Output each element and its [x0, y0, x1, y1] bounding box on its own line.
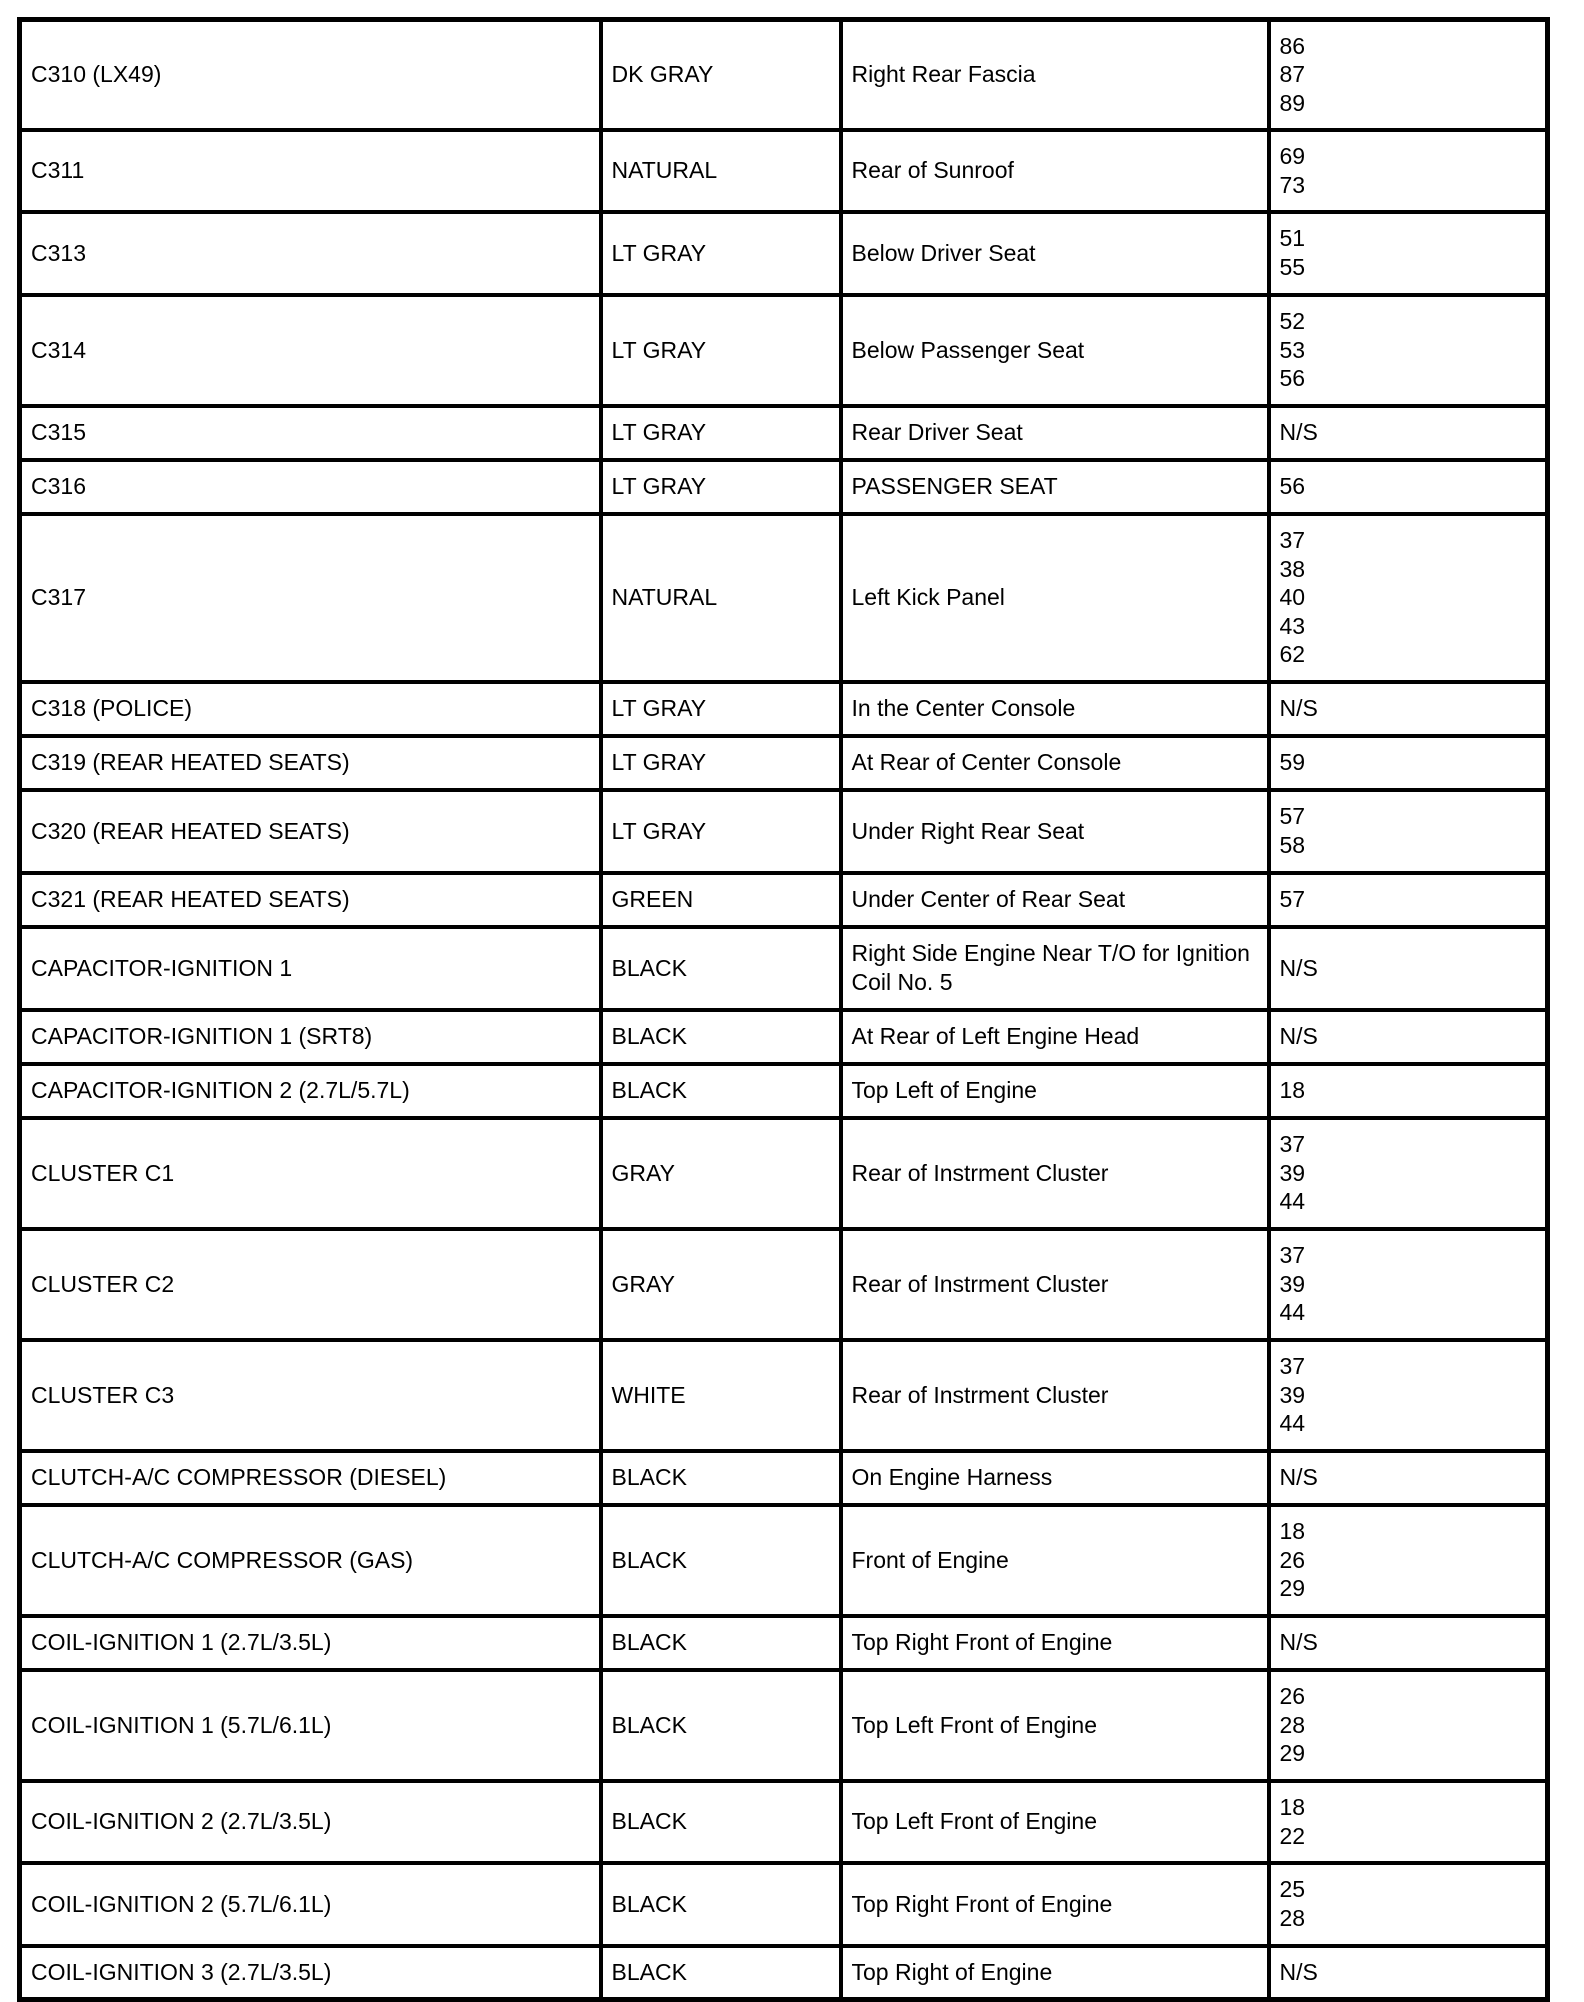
table-row [20, 1010, 1548, 1064]
page-numbers-cell: N/S [1269, 406, 1548, 460]
connector-cell: C311 [20, 130, 601, 212]
connector-color-cell: LT GRAY [601, 682, 841, 736]
connector-color-cell: BLACK [601, 1616, 841, 1670]
table-row [20, 1118, 1548, 1229]
connector-color-cell: BLACK [601, 1781, 841, 1863]
connector-cell: C315 [20, 406, 601, 460]
connector-cell: C321 (REAR HEATED SEATS) [20, 873, 601, 927]
table-row [20, 460, 1548, 514]
page-numbers-cell: 52 53 56 [1269, 295, 1548, 406]
page-numbers-cell: N/S [1269, 1946, 1548, 2000]
page-numbers-cell: 69 73 [1269, 130, 1548, 212]
page-numbers-cell: N/S [1269, 1010, 1548, 1064]
page-numbers-cell: N/S [1269, 682, 1548, 736]
connector-cell: COIL-IGNITION 2 (2.7L/3.5L) [20, 1781, 601, 1863]
connector-color-cell: LT GRAY [601, 460, 841, 514]
table-row [20, 1670, 1548, 1781]
table-row [20, 927, 1548, 1010]
connector-color-cell: NATURAL [601, 130, 841, 212]
connector-color-cell: BLACK [601, 1010, 841, 1064]
page-numbers-cell: N/S [1269, 1616, 1548, 1670]
page-numbers-cell: N/S [1269, 1451, 1548, 1505]
connector-color-cell: BLACK [601, 1863, 841, 1946]
location-cell: Top Left Front of Engine [841, 1781, 1269, 1863]
page-numbers-cell: 37 38 40 43 62 [1269, 514, 1548, 682]
connector-cell: COIL-IGNITION 2 (5.7L/6.1L) [20, 1863, 601, 1946]
connector-cell: CAPACITOR-IGNITION 2 (2.7L/5.7L) [20, 1064, 601, 1118]
connector-color-cell: DK GRAY [601, 20, 841, 130]
connector-cell: COIL-IGNITION 1 (5.7L/6.1L) [20, 1670, 601, 1781]
location-cell: At Rear of Left Engine Head [841, 1010, 1269, 1064]
location-cell: Front of Engine [841, 1505, 1269, 1616]
connector-color-cell: BLACK [601, 1946, 841, 2000]
table-row [20, 514, 1548, 682]
page-numbers-cell: 86 87 89 [1269, 20, 1548, 130]
location-cell: Rear Driver Seat [841, 406, 1269, 460]
connector-cell: COIL-IGNITION 3 (2.7L/3.5L) [20, 1946, 601, 2000]
page-numbers-cell: 18 22 [1269, 1781, 1548, 1863]
connector-cell: CAPACITOR-IGNITION 1 [20, 927, 601, 1010]
table-row [20, 736, 1548, 790]
page-numbers-cell: 37 39 44 [1269, 1229, 1548, 1340]
connector-color-cell: BLACK [601, 1505, 841, 1616]
table-row [20, 873, 1548, 927]
location-cell: Top Right Front of Engine [841, 1863, 1269, 1946]
table-row [20, 1229, 1548, 1340]
table-row [20, 1946, 1548, 2000]
location-cell: In the Center Console [841, 682, 1269, 736]
connector-color-cell: NATURAL [601, 514, 841, 682]
location-cell: Left Kick Panel [841, 514, 1269, 682]
table-row [20, 130, 1548, 212]
connector-cell: C310 (LX49) [20, 20, 601, 130]
location-cell: Under Center of Rear Seat [841, 873, 1269, 927]
page-numbers-cell: 18 26 29 [1269, 1505, 1548, 1616]
page-numbers-cell: 26 28 29 [1269, 1670, 1548, 1781]
table-row [20, 406, 1548, 460]
page-numbers-cell: 57 58 [1269, 790, 1548, 873]
location-cell: Rear of Instrment Cluster [841, 1118, 1269, 1229]
connector-cell: CLUSTER C1 [20, 1118, 601, 1229]
table-row [20, 20, 1548, 130]
table-row [20, 1616, 1548, 1670]
page-numbers-cell: 37 39 44 [1269, 1340, 1548, 1451]
page-numbers-cell: 37 39 44 [1269, 1118, 1548, 1229]
connector-color-cell: LT GRAY [601, 212, 841, 295]
connector-cell: CLUSTER C3 [20, 1340, 601, 1451]
location-cell: Top Right of Engine [841, 1946, 1269, 2000]
connector-cell: CLUSTER C2 [20, 1229, 601, 1340]
connector-cell: CLUTCH-A/C COMPRESSOR (GAS) [20, 1505, 601, 1616]
location-cell: Rear of Instrment Cluster [841, 1229, 1269, 1340]
location-cell: Right Side Engine Near T/O for Ignition Coil No. 5 [841, 927, 1269, 1010]
location-cell: Below Passenger Seat [841, 295, 1269, 406]
connector-cell: C316 [20, 460, 601, 514]
location-cell: Top Left Front of Engine [841, 1670, 1269, 1781]
connector-cell: C319 (REAR HEATED SEATS) [20, 736, 601, 790]
page-numbers-cell: 56 [1269, 460, 1548, 514]
table-row [20, 790, 1548, 873]
table-row [20, 1451, 1548, 1505]
connector-color-cell: BLACK [601, 927, 841, 1010]
page-numbers-cell: 51 55 [1269, 212, 1548, 295]
table-row [20, 295, 1548, 406]
location-cell: Top Right Front of Engine [841, 1616, 1269, 1670]
table-row [20, 1505, 1548, 1616]
location-cell: Below Driver Seat [841, 212, 1269, 295]
location-cell: PASSENGER SEAT [841, 460, 1269, 514]
table-row [20, 1781, 1548, 1863]
connector-color-cell: GRAY [601, 1118, 841, 1229]
connector-color-cell: BLACK [601, 1451, 841, 1505]
connector-cell: CLUTCH-A/C COMPRESSOR (DIESEL) [20, 1451, 601, 1505]
connector-cell: C314 [20, 295, 601, 406]
connector-location-table [17, 17, 1550, 2002]
connector-color-cell: BLACK [601, 1670, 841, 1781]
connector-color-cell: LT GRAY [601, 736, 841, 790]
table-body [20, 20, 1548, 2000]
connector-cell: C317 [20, 514, 601, 682]
connector-color-cell: GREEN [601, 873, 841, 927]
connector-cell: C313 [20, 212, 601, 295]
table-row [20, 1340, 1548, 1451]
location-cell: Top Left of Engine [841, 1064, 1269, 1118]
connector-color-cell: LT GRAY [601, 295, 841, 406]
connector-color-cell: LT GRAY [601, 790, 841, 873]
location-cell: Rear of Sunroof [841, 130, 1269, 212]
page-numbers-cell: 25 28 [1269, 1863, 1548, 1946]
connector-cell: C318 (POLICE) [20, 682, 601, 736]
location-cell: Right Rear Fascia [841, 20, 1269, 130]
table-row [20, 1863, 1548, 1946]
table-row [20, 212, 1548, 295]
connector-cell: C320 (REAR HEATED SEATS) [20, 790, 601, 873]
page-numbers-cell: 18 [1269, 1064, 1548, 1118]
connector-cell: COIL-IGNITION 1 (2.7L/3.5L) [20, 1616, 601, 1670]
connector-cell: CAPACITOR-IGNITION 1 (SRT8) [20, 1010, 601, 1064]
page-numbers-cell: 57 [1269, 873, 1548, 927]
connector-color-cell: LT GRAY [601, 406, 841, 460]
page-numbers-cell: N/S [1269, 927, 1548, 1010]
table-row [20, 1064, 1548, 1118]
connector-color-cell: WHITE [601, 1340, 841, 1451]
location-cell: At Rear of Center Console [841, 736, 1269, 790]
page-numbers-cell: 59 [1269, 736, 1548, 790]
location-cell: Under Right Rear Seat [841, 790, 1269, 873]
location-cell: Rear of Instrment Cluster [841, 1340, 1269, 1451]
connector-color-cell: BLACK [601, 1064, 841, 1118]
connector-color-cell: GRAY [601, 1229, 841, 1340]
table-row [20, 682, 1548, 736]
location-cell: On Engine Harness [841, 1451, 1269, 1505]
